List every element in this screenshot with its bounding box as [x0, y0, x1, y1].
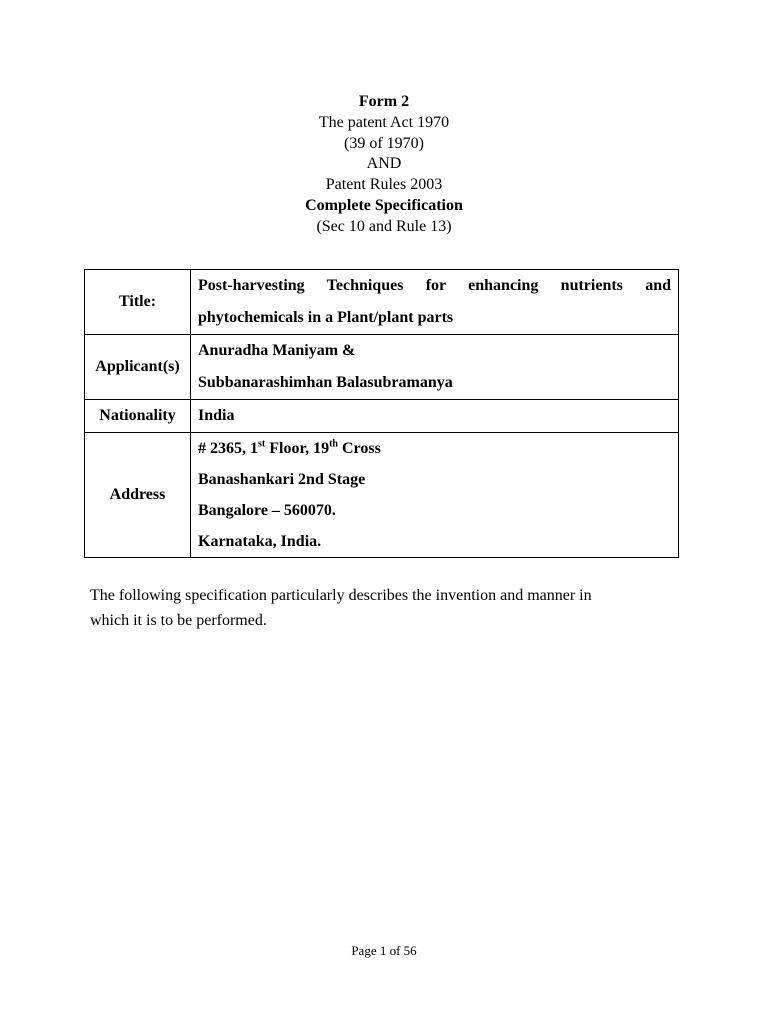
applicant-line-2: Subbanarashimhan Balasubramanya	[198, 374, 453, 391]
page-number: Page 1 of 56	[351, 943, 417, 958]
applicant-value	[191, 335, 679, 400]
form-label: Form 2	[358, 93, 410, 110]
nationality-label: Nationality	[85, 400, 191, 433]
address-label: Address	[85, 433, 191, 558]
specification-description	[90, 583, 680, 633]
section-reference: (Sec 10 and Rule 13)	[316, 217, 452, 235]
applicant-line-1: Anuradha Maniyam &	[198, 342, 356, 359]
act-number: (39 of 1970)	[344, 134, 424, 152]
rules-title: Patent Rules 2003	[325, 176, 443, 194]
patent-details-table	[84, 269, 679, 558]
address-row	[85, 433, 679, 558]
nationality-row	[85, 400, 679, 433]
nationality-value: India	[191, 400, 679, 433]
address-line-1: # 2365, 1st Floor, 19th Cross	[198, 438, 381, 457]
title-value	[191, 270, 679, 335]
title-line-1: Post-harvesting Techniques for enhancing nutrients and	[198, 277, 671, 294]
title-line-2: phytochemicals in a Plant/plant parts	[198, 309, 454, 326]
description-line-1: The following specification particularly describes the invention and manner in	[90, 587, 592, 604]
document-header	[0, 92, 768, 238]
applicant-row	[85, 335, 679, 400]
conjunction: AND	[366, 155, 402, 173]
title-row	[85, 270, 679, 335]
address-line-2: Banashankari 2nd Stage	[198, 471, 366, 488]
applicant-label: Applicant(s)	[85, 335, 191, 400]
address-value	[191, 433, 679, 558]
address-line-3: Bangalore – 560070.	[198, 502, 336, 519]
act-title: The patent Act 1970	[318, 113, 450, 131]
title-label: Title:	[85, 270, 191, 335]
description-line-2: which it is to be performed.	[90, 612, 267, 629]
address-line-4: Karnataka, India.	[198, 533, 322, 550]
spec-type: Complete Specification	[305, 196, 463, 214]
